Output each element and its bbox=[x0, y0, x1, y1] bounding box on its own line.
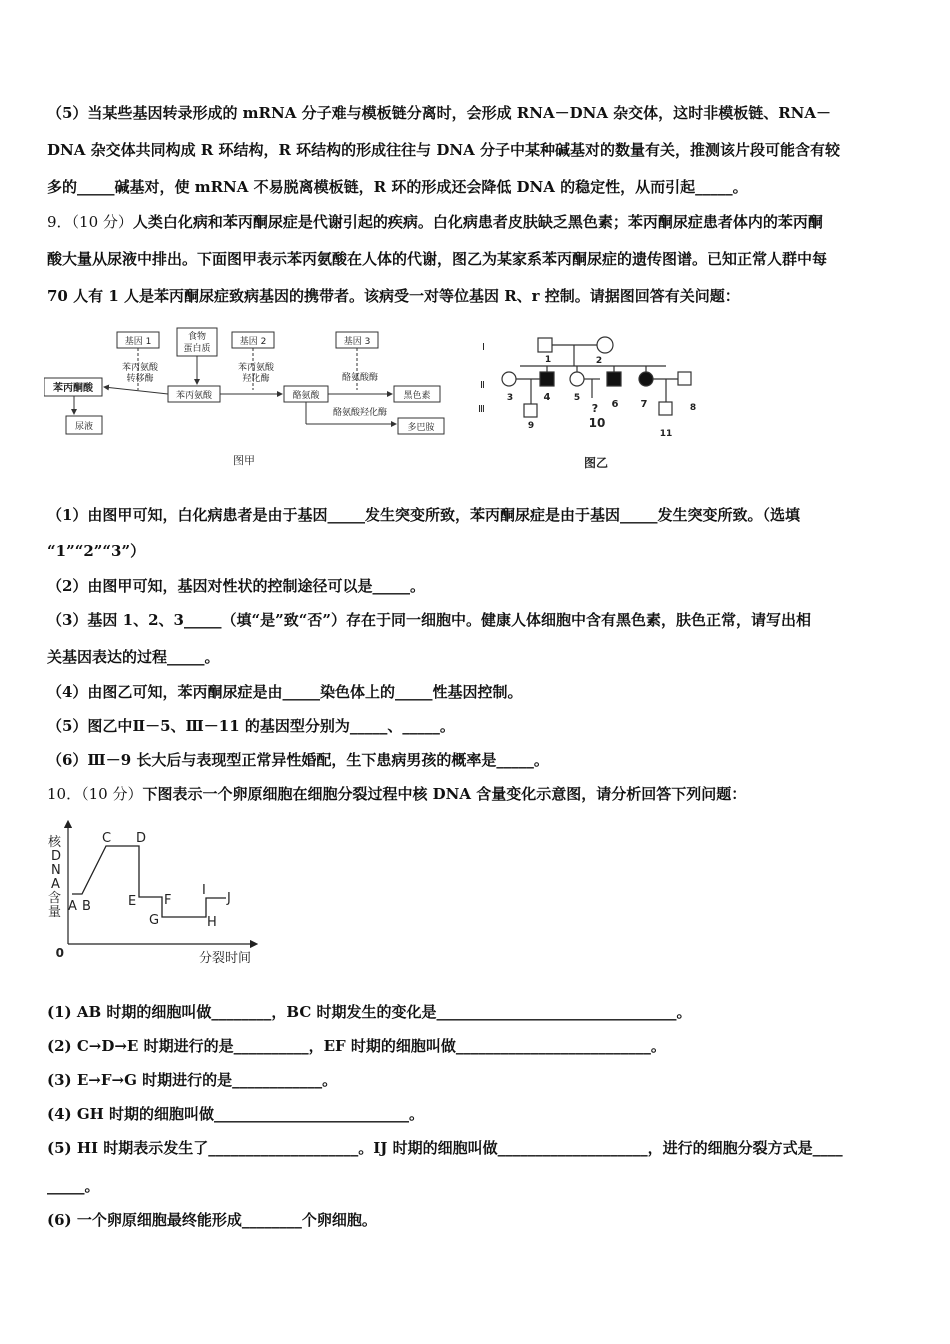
y-axis-label-char: 量 bbox=[48, 905, 62, 920]
food-label-line2: 蛋白质 bbox=[183, 344, 211, 354]
point-label-H: H bbox=[207, 915, 217, 930]
q9-sub1-line1: （1）由图甲可知，白化病患者是由于基因_____发生突变所致，苯丙酮尿症是由于基因_____发生突变所致。（选填 bbox=[47, 506, 800, 524]
II-3-normal-female bbox=[502, 372, 516, 386]
dna-content-series bbox=[72, 846, 226, 917]
generation-II: Ⅱ bbox=[480, 380, 485, 391]
id-10: 10 bbox=[588, 416, 606, 430]
q9-stem-line3: 70 人有 1 人是苯丙酮尿症致病基因的携带者。该病受一对等位基因 R、r 控制。请据图回答有关问题： bbox=[47, 287, 740, 305]
enzyme1-line2: 转移酶 bbox=[126, 374, 154, 384]
q9-stem-line1 bbox=[47, 212, 906, 232]
enzyme2-line2: 羟化酶 bbox=[242, 374, 270, 384]
dna-content-chart bbox=[44, 820, 274, 970]
q9-stem-line2: 酸大量从尿液中排出。下面图甲表示苯丙氨酸在人体的代谢，图乙为某家系苯丙酮尿症的遗传图谱。已知正常人群中每 bbox=[47, 250, 828, 268]
point-label-D: D bbox=[136, 831, 147, 846]
enzyme2-line1: 苯丙氨酸 bbox=[237, 363, 275, 373]
q10-s3: (3) E→F→G 时期进行的是____________。 bbox=[47, 1071, 338, 1089]
q9-sub3-line1: （3）基因 1、2、3_____（填“是”致“否”）存在于同一细胞中。健康人体细胞中含有黑色素，肤色正常，请写出相 bbox=[47, 611, 811, 629]
q9-sub2: （2）由图甲可知，基因对性状的控制途径可以是_____。 bbox=[47, 577, 425, 595]
q9-number: 9．（10 分） bbox=[47, 213, 133, 231]
x-axis-label: 分裂时间 bbox=[199, 951, 252, 966]
point-label-A: A bbox=[68, 899, 77, 914]
y-axis-label-char: N bbox=[51, 863, 61, 878]
enzyme1-line1: 苯丙氨酸 bbox=[121, 363, 159, 373]
id-4: 4 bbox=[543, 392, 551, 403]
II-7-affected-female bbox=[639, 372, 653, 386]
II-5-normal-female bbox=[570, 372, 584, 386]
point-label-C: C bbox=[102, 831, 112, 846]
q9-sub1-line2: “1”“2”“3”） bbox=[47, 542, 146, 560]
point-label-F: F bbox=[164, 893, 172, 908]
q10-number: 10．（10 分） bbox=[47, 785, 143, 803]
id-6: 6 bbox=[611, 399, 619, 410]
phe-label: 苯丙氨酸 bbox=[175, 391, 213, 401]
II-6-affected-male bbox=[607, 372, 621, 386]
pku-label: 苯丙酮酸 bbox=[53, 383, 93, 394]
gene1-label: 基因 1 bbox=[124, 337, 152, 347]
point-label-G: G bbox=[149, 913, 160, 928]
q10-s6: (6) 一个卵原细胞最终能形成________个卵细胞。 bbox=[47, 1211, 377, 1229]
I-2-normal-female bbox=[597, 337, 613, 353]
tyr-label: 酪氨酸 bbox=[292, 391, 320, 401]
q10-s4: (4) GH 时期的细胞叫做__________________________。 bbox=[47, 1105, 425, 1123]
q10-s1: (1) AB 时期的细胞叫做________，BC 时期发生的变化是________________________________。 bbox=[47, 1003, 692, 1021]
enzyme4-label: 酪氨酸羟化酶 bbox=[332, 408, 388, 418]
q9-sub4: （4）由图乙可知，苯丙酮尿症是由_____染色体上的_____性基因控制。 bbox=[47, 683, 523, 701]
origin-label: 0 bbox=[55, 946, 64, 960]
unknown-mark: ? bbox=[591, 402, 599, 415]
dopamine-label: 多巴胺 bbox=[407, 423, 435, 433]
melanin-label: 黑色素 bbox=[403, 391, 431, 401]
id-11: 11 bbox=[659, 429, 673, 439]
q9-sub6: （6）Ⅲ－9 长大后与表现型正常异性婚配，生下患病男孩的概率是_____。 bbox=[47, 751, 549, 769]
q9-sub3-line2: 关基因表达的过程_____。 bbox=[47, 648, 220, 666]
point-label-E: E bbox=[128, 894, 137, 909]
point-label-J: J bbox=[227, 891, 231, 906]
figure-b-caption: 图乙 bbox=[583, 456, 609, 470]
generation-I: Ⅰ bbox=[482, 342, 485, 353]
III-11-normal-male bbox=[659, 402, 672, 415]
II-8-normal-male bbox=[678, 372, 691, 385]
I-1-normal-male bbox=[538, 338, 552, 352]
id-9: 9 bbox=[527, 421, 535, 431]
q9-stem-text: 人类白化病和苯丙酮尿症是代谢引起的疾病。白化病患者皮肤缺乏黑色素；苯丙酮尿症患者体内的苯丙酮 bbox=[132, 213, 823, 231]
id-7: 7 bbox=[640, 399, 648, 410]
id-2: 2 bbox=[595, 356, 603, 366]
id-1: 1 bbox=[544, 355, 552, 365]
y-axis-label bbox=[48, 834, 62, 920]
figure-a-caption: 图甲 bbox=[233, 454, 255, 467]
q10-stem-line bbox=[47, 784, 906, 804]
id-8: 8 bbox=[689, 403, 697, 413]
y-axis-label-char: D bbox=[51, 849, 62, 864]
figure-b-pedigree bbox=[476, 330, 706, 475]
point-label-B: B bbox=[82, 899, 91, 914]
gene3-label: 基因 3 bbox=[343, 337, 371, 347]
q10-s2: (2) C→D→E 时期进行的是__________，EF 时期的细胞叫做__________________________。 bbox=[47, 1037, 666, 1055]
y-axis-label-char: 核 bbox=[48, 835, 62, 850]
III-9-normal-male bbox=[524, 404, 537, 417]
id-5: 5 bbox=[573, 393, 581, 403]
figure-a-metabolic-pathway bbox=[44, 318, 454, 478]
q8-p5-line3: 多的_____碱基对，使 mRNA 不易脱离模板链，R 环的形成还会降低 DNA 的稳定性，从而引起_____。 bbox=[47, 178, 748, 196]
food-label-line1: 食物 bbox=[187, 332, 207, 342]
q10-s5-line1: (5) HI 时期表示发生了____________________。IJ 时期的细胞叫做____________________，进行的细胞分裂方式是____ bbox=[47, 1139, 843, 1157]
gene2-label: 基因 2 bbox=[239, 337, 267, 347]
generation-III: Ⅲ bbox=[478, 404, 485, 415]
q8-p5-line1: （5）当某些基因转录形成的 mRNA 分子难与模板链分离时，会形成 RNA－DNA 杂交体，这时非模板链、RNA－ bbox=[47, 104, 832, 122]
point-label-I: I bbox=[202, 883, 206, 898]
enzyme3-label: 酪氨酸酶 bbox=[341, 373, 379, 383]
II-4-affected-male bbox=[540, 372, 554, 386]
id-3: 3 bbox=[506, 393, 514, 403]
q9-sub5: （5）图乙中Ⅱ－5、Ⅲ－11 的基因型分别为_____、_____。 bbox=[47, 717, 455, 735]
q10-s5-line2: _____。 bbox=[47, 1177, 100, 1195]
y-axis-label-char: A bbox=[51, 877, 60, 892]
urine-label: 尿液 bbox=[74, 422, 94, 432]
y-axis-label-char: 含 bbox=[48, 891, 62, 906]
q10-stem-text: 下图表示一个卵原细胞在细胞分裂过程中核 DNA 含量变化示意图，请分析回答下列问题： bbox=[142, 785, 747, 803]
q8-p5-line2: DNA 杂交体共同构成 R 环结构，R 环结构的形成往往与 DNA 分子中某种碱基对的数量有关，推测该片段可能含有较 bbox=[47, 141, 840, 159]
